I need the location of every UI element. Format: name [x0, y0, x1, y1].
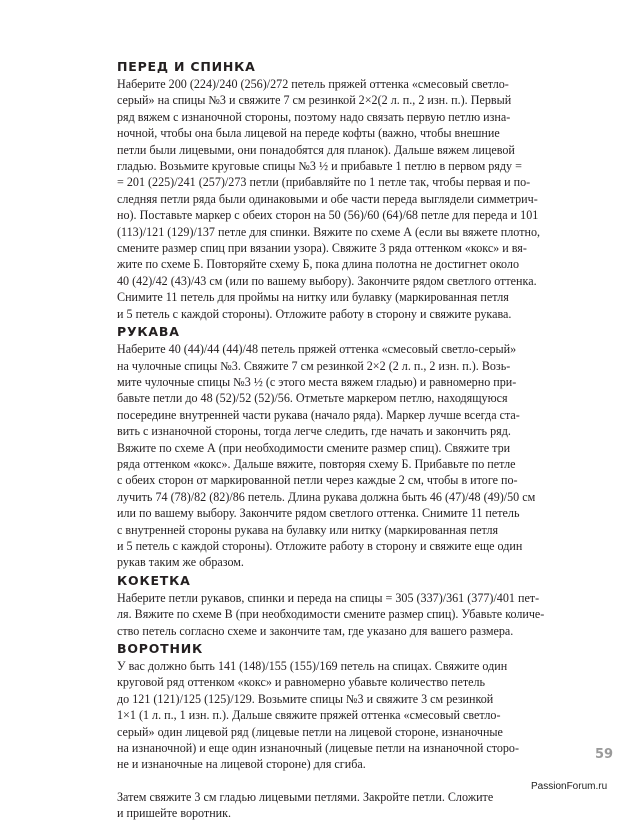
paragraph-line: с обеих сторон от маркированной петли через каждые 2 см, чтобы в итоге по-: [117, 473, 518, 488]
paragraph-line: серый» на спицы №3 и свяжите 7 см резинкой 2×2(2 л. п., 2 изн. п.). Первый: [117, 93, 512, 108]
page-number: 59: [595, 747, 614, 762]
paragraph-line: жите по схеме Б. Повторяйте схему Б, пока длина полотна не достигнет около: [117, 257, 519, 272]
paragraph-line: ночной, чтобы она была лицевой на переде кофты (важно, чтобы внешние: [117, 126, 500, 141]
paragraph-gap: [117, 773, 537, 789]
paragraph-line: круговой ряд оттенком «кокс» и равномерно убавьте количество петель: [117, 675, 486, 690]
section-front-back: [117, 58, 541, 322]
paragraph-line: следняя петли ряда были одинаковыми и обе части переда выглядели симметрич-: [117, 191, 538, 206]
paragraph-line: лучить 74 (78)/82 (82)/86 петель. Длина рукава должна быть 46 (47)/48 (49)/50 см: [117, 489, 536, 504]
paragraph-line: и 5 петель с каждой стороны). Отложите работу в сторону и свяжите еще один: [117, 538, 523, 553]
paragraph-line: до 121 (121)/125 (125)/129. Возьмите спицы №3 и свяжите 3 см резинкой: [117, 691, 494, 706]
watermark: PassionForum.ru: [531, 781, 608, 792]
paragraph-line: ряд вяжем с изнаночной стороны, поэтому надо связать первую петлю изна-: [117, 109, 511, 124]
section-title: КОКЕТКА: [117, 572, 191, 588]
paragraph-line: и пришейте воротник.: [117, 806, 232, 821]
paragraph-line: Наберите 200 (224)/240 (256)/272 петель пряжей оттенка «смесовый светло-: [117, 77, 509, 91]
section-title: ВОРОТНИК: [117, 641, 204, 656]
section-sleeves: [117, 323, 537, 571]
section-yoke: [117, 572, 545, 639]
paragraph-line: ряда оттенком «кокс». Дальше вяжите, повторяя схему Б. Прибавьте по петле: [117, 456, 516, 471]
paragraph-line: Затем свяжите 3 см гладью лицевыми петлями. Закройте петли. Сложите: [117, 789, 494, 804]
paragraph-line: рукав таким же образом.: [117, 555, 244, 570]
paragraph-line: Наберите петли рукавов, спинки и переда на спицы = 305 (337)/361 (377)/401 пет-: [117, 590, 540, 605]
paragraph-line: 1×1 (1 л. п., 1 изн. п.). Дальше свяжите пряжей оттенка «смесовый светло-: [117, 708, 501, 723]
paragraph-line: или по вашему выбору. Закончите рядом светлого оттенка. Снимите 11 петель: [117, 506, 520, 521]
paragraph-line: вить с изнаночной стороны, тогда легче следить, где начать и закончить ряд.: [117, 424, 511, 439]
paragraph-line: но). Поставьте маркер с обеих сторон на 50 (56)/60 (64)/68 петле для переда и 101: [117, 208, 539, 223]
section-title: РУКАВА: [117, 324, 180, 340]
paragraph-line: с внутренней стороны рукава на булавку или нитку (маркированная петля: [117, 522, 499, 537]
paragraph-line: на изнаночной) и еще один изнаночный (лицевые петли на изнаночной сторо-: [117, 741, 520, 756]
paragraph-line: ля. Вяжите по схеме В (при необходимости смените размер спиц). Убавьте количе-: [117, 607, 545, 622]
paragraph-line: не и изнаночные на лицевой стороне) для сгиба.: [117, 757, 366, 772]
paragraph-line: Снимите 11 петель для проймы на нитку или булавку (маркированная петля: [117, 290, 509, 305]
section-title: ПЕРЕД И СПИНКА: [117, 59, 256, 74]
paragraph-line: бавьте петли до 48 (52)/52 (52)/56. Отметьте маркером петлю, находящуюся: [117, 391, 508, 406]
paragraph-line: на чулочные спицы №3. Свяжите 7 см резинкой 2×2 (2 л. п., 2 изн. п.). Возь-: [117, 358, 511, 373]
paragraph-line: посередине внутренней части рукава (начало ряда). Маркер лучше всегда ста-: [117, 407, 520, 422]
paragraph-line: гладью. Возьмите круговые спицы №3 ½ и прибавьте 1 петлю в первом ряду =: [117, 159, 522, 174]
paragraph-line: (113)/121 (129)/137 петле для спинки. Вяжите по схеме А (если вы вяжете плотно,: [117, 224, 541, 239]
document-body: [117, 58, 545, 823]
paragraph-line: ство петель согласно схеме и закончите там, где указано для вашего размера.: [117, 623, 514, 638]
paragraph-line: = 201 (225)/241 (257)/273 петли (прибавляйте по 1 петле так, чтобы первая и по-: [117, 175, 531, 190]
paragraph-line: петли были лицевыми, они понадобятся для планок). Дальше вяжем лицевой: [117, 142, 515, 157]
paragraph-line: У вас должно быть 141 (148)/155 (155)/169 петель на спицах. Свяжите один: [117, 659, 508, 673]
paragraph-line: серый» один лицевой ряд (лицевые петли на лицевой стороне, изнаночные: [117, 724, 503, 739]
paragraph-line: мите чулочные спицы №3 ½ (с этого места вяжем гладью) и равномерно при-: [117, 374, 517, 389]
paragraph-line: и 5 петель с каждой стороны). Отложите работу в сторону и свяжите рукава.: [117, 306, 512, 321]
paragraph-line: Наберите 40 (44)/44 (44)/48 петель пряжей оттенка «смесовый светло-серый»: [117, 342, 517, 357]
section-collar: [117, 640, 537, 822]
paragraph-line: смените размер спиц при вязании узора). Свяжите 3 ряда оттенком «кокс» и вя-: [117, 241, 527, 256]
paragraph-line: Вяжите по схеме А (при необходимости смените размер спиц). Свяжите три: [117, 440, 511, 455]
paragraph-line: 40 (42)/42 (43)/43 см (или по вашему выбору). Закончите рядом светлого оттенка.: [117, 273, 537, 288]
